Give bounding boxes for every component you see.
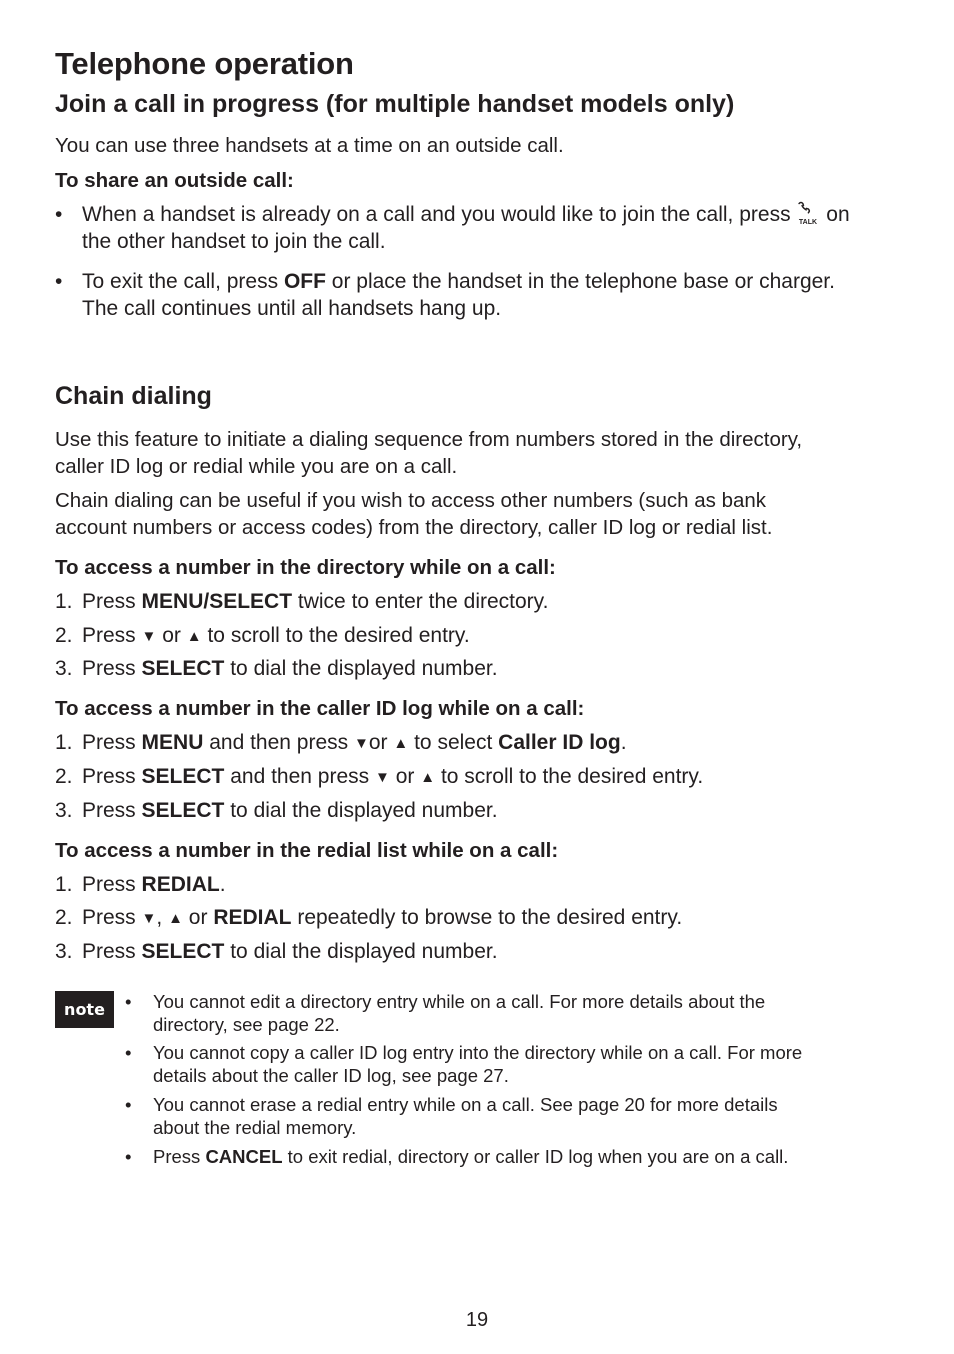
bullet: • xyxy=(55,203,63,226)
redial-subheading: To access a number in the redial list while on a call: xyxy=(55,839,559,862)
up-arrow-icon: ▲ xyxy=(186,628,202,645)
talk-icon xyxy=(796,201,820,225)
key-off: OFF xyxy=(283,270,326,293)
chain-paragraph-1: Use this feature to initiate a dialing sequence from numbers stored in the directory, caller ID log or redial while you are on a call. xyxy=(55,428,803,478)
chain-paragraph-2: Chain dialing can be useful if you wish to access other numbers (such as bank account numbers or access codes) from the directory, caller ID log or redial list. xyxy=(55,489,773,539)
up-arrow-icon: ▲ xyxy=(393,735,409,752)
page-number: 19 xyxy=(465,1309,489,1331)
page-title: Telephone operation xyxy=(55,46,354,81)
callerid-subheading: To access a number in the caller ID log while on a call: xyxy=(55,697,585,720)
bullet: • xyxy=(55,270,63,293)
join-intro: You can use three handsets at a time on an outside call. xyxy=(55,134,564,157)
directory-subheading: To access a number in the directory while on a call: xyxy=(55,556,556,579)
section-heading-join-call: Join a call in progress (for multiple handset models only) xyxy=(55,90,735,118)
section-heading-chain-dialing: Chain dialing xyxy=(55,382,212,410)
up-arrow-icon: ▲ xyxy=(420,769,436,786)
down-arrow-icon: ▼ xyxy=(354,735,369,752)
share-call-subheading: To share an outside call: xyxy=(55,169,294,192)
talk-icon-label: TALK xyxy=(799,219,818,225)
note-badge: note xyxy=(55,991,114,1028)
down-arrow-icon: ▼ xyxy=(141,628,157,645)
up-arrow-icon: ▲ xyxy=(168,910,183,927)
down-arrow-icon: ▼ xyxy=(141,910,157,927)
down-arrow-icon: ▼ xyxy=(375,769,390,786)
